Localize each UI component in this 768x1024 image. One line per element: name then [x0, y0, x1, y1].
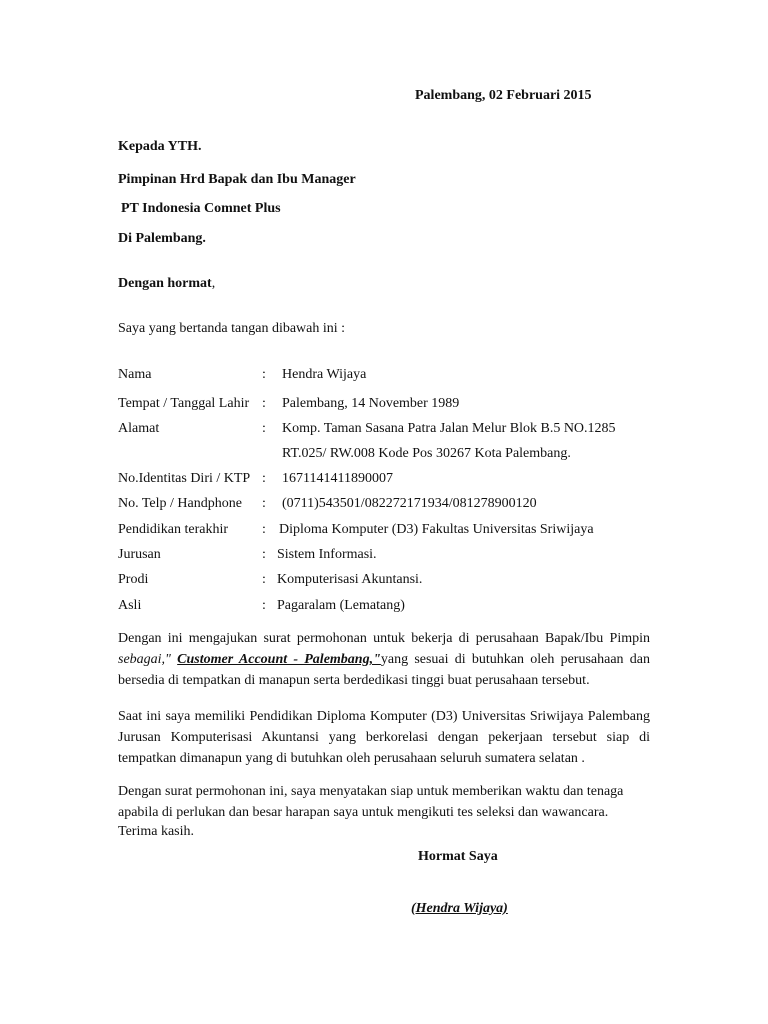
paragraph-3-line-1: Dengan surat permohonan ini, saya menyatakan siap untuk memberikan waktu dan tenaga [118, 784, 624, 799]
paragraph-3-line-2: apabila di perlukan dan besar harapan saya untuk mengikuti tes seleksi dan wawancara. [118, 805, 609, 820]
recipient-line-1: Pimpinan Hrd Bapak dan Ibu Manager [118, 172, 356, 187]
field-value-alamat: Komp. Taman Sasana Patra Jalan Melur Blok B.5 NO.1285 [282, 421, 616, 436]
closing-text: Hormat Saya [418, 849, 498, 864]
paragraph-education [118, 706, 650, 769]
paragraph-3-line-3: Terima kasih. [118, 824, 194, 839]
paragraph-1-line-2 [118, 649, 650, 670]
field-colon-prodi: : [262, 572, 266, 587]
greeting-comma: , [211, 276, 216, 291]
paragraph-2-line-2: Jurusan Komputerisasi Akuntansi yang berkorelasi dengan pekerjaan tersebut siap di [118, 730, 650, 745]
paragraph-2-line-1: Saat ini saya memiliki Pendidikan Diploma Komputer (D3) Universitas Sriwijaya Palembang [118, 709, 650, 724]
greeting [118, 276, 215, 292]
field-value-pendidikan: Diploma Komputer (D3) Fakultas Universitas Sriwijaya [279, 522, 594, 537]
field-value-prodi: Komputerisasi Akuntansi. [277, 572, 423, 587]
field-colon-telp: : [262, 496, 266, 511]
field-value-alamat-2: RT.025/ RW.008 Kode Pos 30267 Kota Palembang. [282, 446, 571, 461]
greeting-text: Dengan hormat [118, 276, 212, 291]
field-value-ttl: Palembang, 14 November 1989 [282, 396, 460, 411]
paragraph-1-line-2-rest: yang sesuai di butuhkan oleh perusahaan dan [380, 652, 650, 667]
recipient-line-2: PT Indonesia Comnet Plus [121, 201, 281, 216]
field-colon-ktp: : [262, 471, 266, 486]
field-colon-alamat: : [262, 421, 266, 436]
paragraph-2-line-3: tempatkan dimanapun yang di butuhkan oleh perusahaan seluruh sumatera selatan . [118, 751, 585, 766]
field-colon-asli: : [262, 598, 266, 613]
field-label-jurusan: Jurusan [118, 547, 161, 562]
field-label-ktp: No.Identitas Diri / KTP [118, 471, 251, 486]
field-colon-ttl: : [262, 396, 266, 411]
paragraph-1-line-3: bersedia di tempatkan di manapun serta berdedikasi tinggi buat perusahaan tersebut. [118, 673, 590, 688]
field-label-pendidikan: Pendidikan terakhir [118, 522, 229, 537]
paragraph-application [118, 628, 650, 691]
field-label-alamat: Alamat [118, 421, 160, 436]
field-label-prodi: Prodi [118, 572, 149, 587]
field-value-ktp: 1671141411890007 [282, 471, 393, 486]
letter-date: Palembang, 02 Februari 2015 [415, 88, 592, 103]
field-value-asli: Pagaralam (Lematang) [277, 598, 405, 613]
field-value-jurusan: Sistem Informasi. [277, 547, 377, 562]
field-colon-nama: : [262, 367, 266, 382]
intro-text: Saya yang bertanda tangan dibawah ini : [118, 321, 346, 336]
field-label-ttl: Tempat / Tanggal Lahir [118, 396, 250, 411]
field-colon-jurusan: : [262, 547, 266, 562]
recipient-to: Kepada YTH. [118, 139, 202, 154]
position-prefix: sebagai," [118, 652, 171, 667]
signature-name: (Hendra Wijaya) [411, 901, 508, 916]
field-label-asli: Asli [118, 598, 142, 613]
field-value-telp: (0711)543501/082272171934/081278900120 [282, 496, 537, 511]
field-colon-pendidikan: : [262, 522, 266, 537]
field-value-nama: Hendra Wijaya [282, 367, 367, 382]
position-title: Customer Account - Palembang," [177, 652, 381, 667]
field-label-nama: Nama [118, 367, 152, 382]
field-label-telp: No. Telp / Handphone [118, 496, 242, 511]
paragraph-1-line-1: Dengan ini mengajukan surat permohonan untuk bekerja di perusahaan Bapak/Ibu Pimpin [118, 631, 650, 646]
recipient-line-3: Di Palembang. [118, 231, 206, 246]
